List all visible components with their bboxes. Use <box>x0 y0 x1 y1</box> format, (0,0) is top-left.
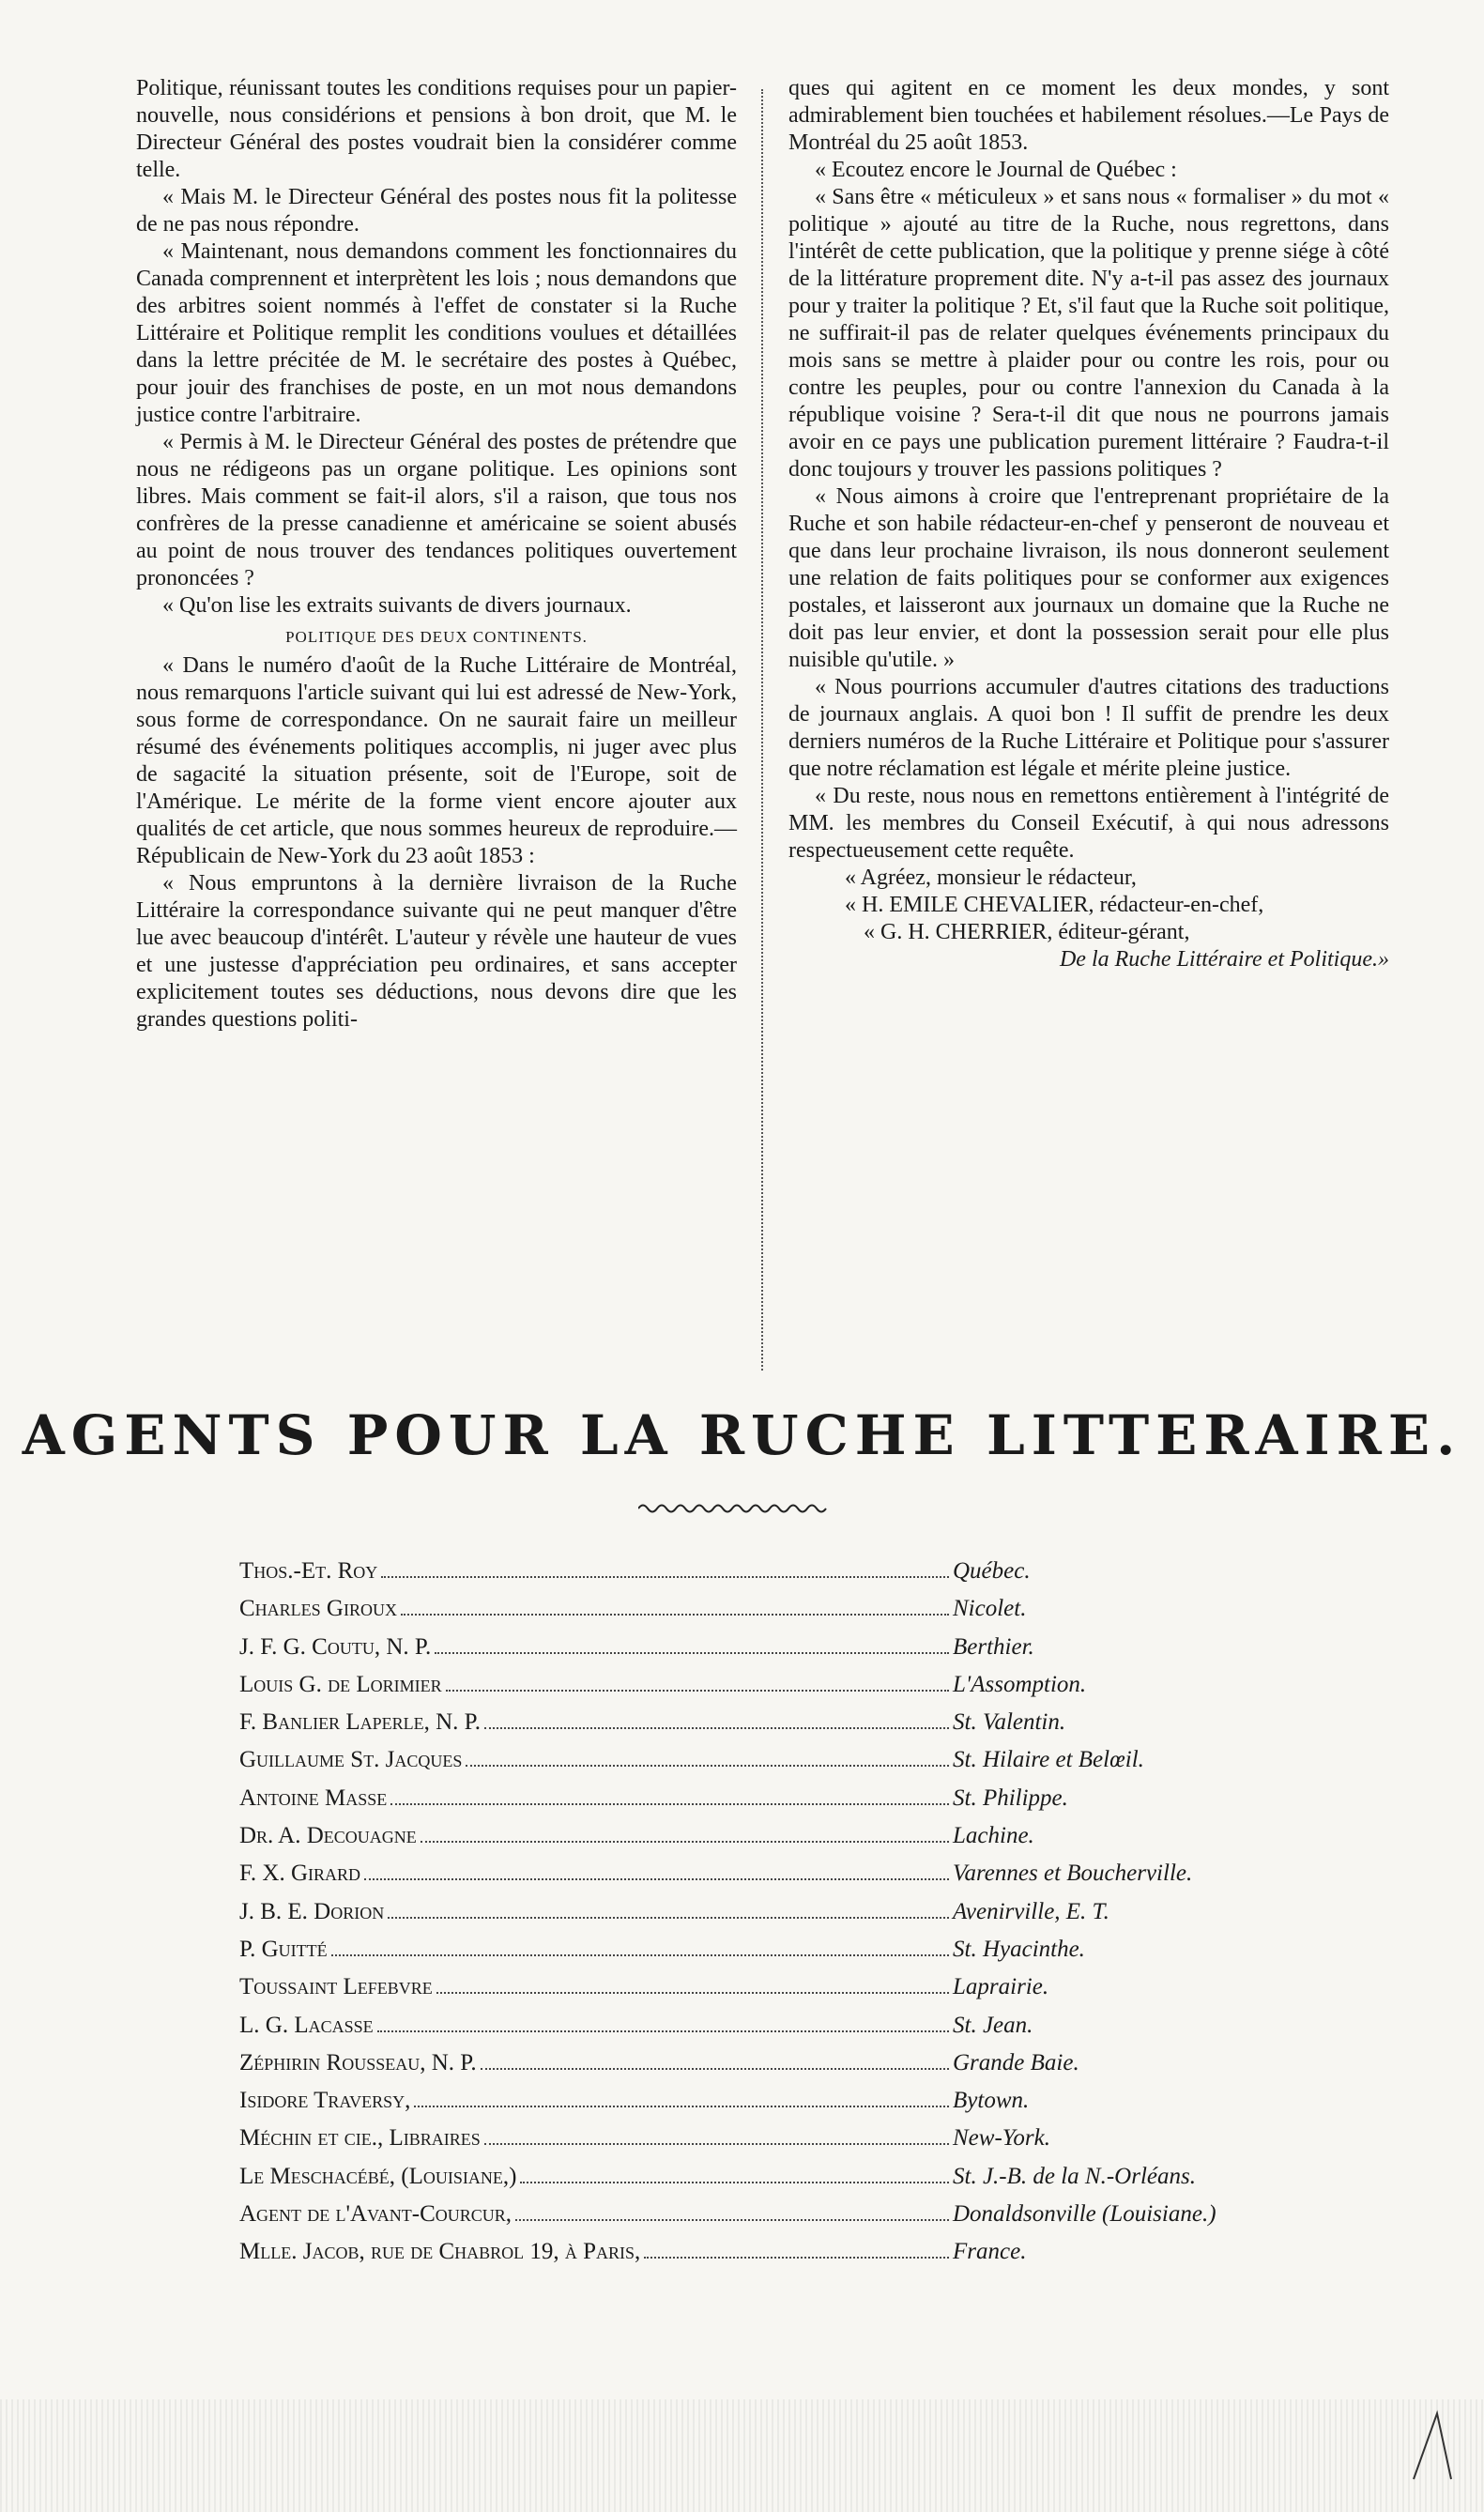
paragraph: ques qui agitent en ce moment les deux mondes, y sont admirablement bien touchées et habilement résolues.—Le Pays de Montréal du 25 août 1853. <box>788 76 1389 155</box>
agent-name: J. F. G. Coutu, N. P. <box>239 1633 432 1660</box>
agent-name: Louis G. de Lorimier <box>239 1671 442 1697</box>
left-column <box>136 75 737 1034</box>
agent-name: Antoine Masse <box>239 1784 388 1811</box>
paragraph: Politique, réunissant toutes les conditions requises pour un papier-nouvelle, nous considérions et pensions à bon droit, que M. le Directeur Général des postes voudrait bien la considérer comme telle. <box>136 76 737 182</box>
dot-leader <box>466 1765 949 1767</box>
dot-leader <box>421 1841 949 1843</box>
agent-place: St. Valentin. <box>953 1709 1066 1736</box>
scan-noise <box>0 2399 1484 2512</box>
paragraph: « Qu'on lise les extraits suivants de divers journaux. <box>162 593 632 618</box>
agent-row <box>239 2239 1272 2276</box>
agent-place: St. Hyacinthe. <box>953 1936 1085 1962</box>
dot-leader <box>484 2143 949 2145</box>
dot-leader <box>520 2182 949 2183</box>
corner-mark <box>1409 2409 1456 2484</box>
agent-name: Agent de l'Avant-Courcur, <box>239 2201 513 2228</box>
agent-row <box>239 1672 1272 1709</box>
agent-row <box>239 1558 1272 1596</box>
agent-row <box>239 2201 1272 2239</box>
dot-leader <box>364 1878 949 1880</box>
agent-row <box>239 1823 1272 1861</box>
dot-leader <box>446 1690 949 1692</box>
dot-leader <box>381 1576 949 1578</box>
dot-leader <box>377 2030 949 2032</box>
agent-row <box>239 1937 1272 1974</box>
dot-leader <box>414 2106 949 2107</box>
paragraph: « Nous empruntons à la dernière livraison de la Ruche Littéraire la correspondance suivante qui ne peut manquer d'être lue avec beaucoup d'intérêt. L'auteur y révèle une hauteur de vues et une justesse d'appréciation peu ordinaires, et sans accepter explicitement toutes ses déductions, nous devons dire que les grandes questions politi- <box>136 871 737 1032</box>
agent-place: Varennes et Boucherville. <box>953 1861 1193 1887</box>
agent-place: Québec. <box>953 1558 1031 1584</box>
dot-leader <box>484 1727 949 1729</box>
paragraph: « Sans être « méticuleux » et sans nous « formaliser » du mot « politique » ajouté au titre de la Ruche, nous regrettons, dans l'intérêt de cette publication, que la politique y prenne siége à côté de la littérature proprement dite. N'y a-t-il pas assez des journaux pour y traiter la politique ? Et, s'il faut que la Ruche soit politique, ne suffirait-il pas de relater quelques événements principaux du mois sans se mettre à plaider pour ou contre les rois, pour ou contre les peuples, pour ou contre l'annexion du Canada à la république voisine ? Sera-t-il dit que nous ne pourrons jamais avoir en ce pays une publication purement littéraire ? Faudra-t-il donc toujours y trouver les passions politiques ? <box>788 185 1389 482</box>
agent-row <box>239 1634 1272 1672</box>
agent-row <box>239 2050 1272 2088</box>
section-subheading: POLITIQUE DES DEUX CONTINENTS. <box>285 628 588 646</box>
agent-row <box>239 1899 1272 1937</box>
agent-row <box>239 2013 1272 2050</box>
agent-row <box>239 2088 1272 2125</box>
agent-row <box>239 2164 1272 2201</box>
agent-place: St. Hilaire et Belœil. <box>953 1747 1144 1773</box>
agent-name: L. G. Lacasse <box>239 2012 374 2038</box>
paragraph: « Nous pourrions accumuler d'autres citations des traductions de journaux anglais. A quoi bon ! Il suffit de prendre les deux derniers numéros de la Ruche Littéraire et Politique pour s'assurer que notre réclamation est légale et mérite pleine justice. <box>788 675 1389 781</box>
agents-heading: AGENTS POUR LA RUCHE LITTERAIRE. <box>22 1403 1462 1467</box>
agent-name: P. Guitté <box>239 1936 328 1962</box>
agent-place: St. J.-B. de la N.-Orléans. <box>953 2163 1196 2189</box>
agent-name: Charles Giroux <box>239 1596 397 1622</box>
agent-place: France. <box>953 2239 1027 2265</box>
agent-row <box>239 1596 1272 1633</box>
agent-place: Nicolet. <box>953 1596 1027 1622</box>
signature-line: « H. EMILE CHEVALIER, rédacteur-en-chef, <box>845 893 1264 917</box>
dot-leader <box>481 2068 949 2070</box>
agent-row <box>239 1785 1272 1823</box>
dot-leader <box>435 1652 949 1654</box>
agent-row <box>239 1709 1272 1747</box>
agent-name: Guillaume St. Jacques <box>239 1747 463 1773</box>
agent-name: Dr. A. Decouagne <box>239 1823 417 1849</box>
paragraph: « Permis à M. le Directeur Général des postes de prétendre que nous ne rédigeons pas un organe politique. Les opinions sont libres. Mais comment se fait-il alors, s'il a raison, que tous nos confrères de la presse canadienne et américaine se soient abusés au point de nous trouver des tendances politiques ouvertement prononcées ? <box>136 430 737 590</box>
dot-leader <box>515 2219 949 2221</box>
agent-name: Thos.-Et. Roy <box>239 1558 378 1584</box>
agent-place: Avenirville, E. T. <box>953 1898 1109 1924</box>
agent-place: New-York. <box>953 2125 1050 2152</box>
agent-place: Bytown. <box>953 2088 1030 2114</box>
right-column <box>788 75 1389 973</box>
dot-leader <box>436 1992 949 1994</box>
agent-name: Le Meschacébé, (Louisiane,) <box>239 2163 517 2189</box>
column-divider <box>761 89 769 1371</box>
agent-place: Laprairie. <box>953 1974 1049 2000</box>
paragraph: « Du reste, nous nous en remettons entièrement à l'intégrité de MM. les membres du Conseil Exécutif, à qui nous adressons respectueusement cette requête. <box>788 784 1389 863</box>
agent-row <box>239 1747 1272 1784</box>
agent-name: F. Banlier Laperle, N. P. <box>239 1709 482 1736</box>
agent-name: F. X. Girard <box>239 1861 361 1887</box>
agent-place: Donaldsonville (Louisiane.) <box>953 2201 1216 2228</box>
agent-name: Mlle. Jacob, rue de Chabrol 19, à Paris, <box>239 2239 641 2265</box>
agent-name: Toussaint Lefebvre <box>239 1974 433 2000</box>
decorative-rule <box>638 1502 831 1515</box>
agent-row <box>239 2125 1272 2163</box>
agent-place: St. Jean. <box>953 2012 1033 2038</box>
dot-leader <box>390 1803 949 1805</box>
paragraph: « Mais M. le Directeur Général des postes nous fit la politesse de ne pas nous répondre. <box>136 185 737 237</box>
paragraph: « Maintenant, nous demandons comment les fonctionnaires du Canada comprennent et interprètent les lois ; nous demandons que des arbitres soient nommés à l'effet de constater si la Ruche Littéraire et Politique remplit les conditions voulues et détaillées dans la lettre précitée de M. le secrétaire des postes à Québec, pour jouir des franchises de poste, en un mot nous demandons justice contre l'arbitraire. <box>136 239 737 427</box>
paragraph: « Nous aimons à croire que l'entreprenant propriétaire de la Ruche et son habile rédacteur-en-chef y penseront de nouveau et que dans leur prochaine livraison, ils nous donneront seulement une relation de faits politiques pour se conformer aux exigences postales, et laisseront aux journaux un domaine que la Ruche ne doit pas leur envier, et dont la possession serait pour elle plus nuisible qu'utile. » <box>788 484 1389 672</box>
agent-name: Isidore Traversy, <box>239 2088 411 2114</box>
dot-leader <box>644 2257 949 2259</box>
dot-leader <box>388 1917 949 1919</box>
agent-row <box>239 1974 1272 2012</box>
agent-name: Méchin et cie., Libraires <box>239 2125 481 2152</box>
signature-line: « Agréez, monsieur le rédacteur, <box>845 865 1137 890</box>
agent-place: Berthier. <box>953 1633 1034 1660</box>
agent-place: St. Philippe. <box>953 1784 1068 1811</box>
agent-place: L'Assomption. <box>953 1671 1087 1697</box>
agent-place: Grande Baie. <box>953 2049 1079 2075</box>
paragraph: « Ecoutez encore le Journal de Québec : <box>815 158 1177 182</box>
agent-name: J. B. E. Dorion <box>239 1898 385 1924</box>
agent-row <box>239 1861 1272 1898</box>
dot-leader <box>331 1954 949 1956</box>
agent-place: Lachine. <box>953 1823 1034 1849</box>
signature-line: « G. H. CHERRIER, éditeur-gérant, <box>864 920 1190 944</box>
agent-name: Zéphirin Rousseau, N. P. <box>239 2049 477 2075</box>
paragraph: « Dans le numéro d'août de la Ruche Littéraire de Montréal, nous remarquons l'article suivant qui lui est adressé de New-York, sous forme de correspondance. On ne saurait faire un meilleur résumé des événements politiques accomplis, ni juger avec plus de sagacité la situation présente, soit de l'Europe, soit de l'Amérique. Le mérite de la forme vient encore ajouter aux qualités de cet article, que nous sommes heureux de reproduire.—Républicain de New-York du 23 août 1853 : <box>136 653 737 868</box>
agents-list <box>239 1558 1272 2277</box>
dot-leader <box>401 1614 949 1616</box>
signature-line: De la Ruche Littéraire et Politique.» <box>1059 947 1389 972</box>
